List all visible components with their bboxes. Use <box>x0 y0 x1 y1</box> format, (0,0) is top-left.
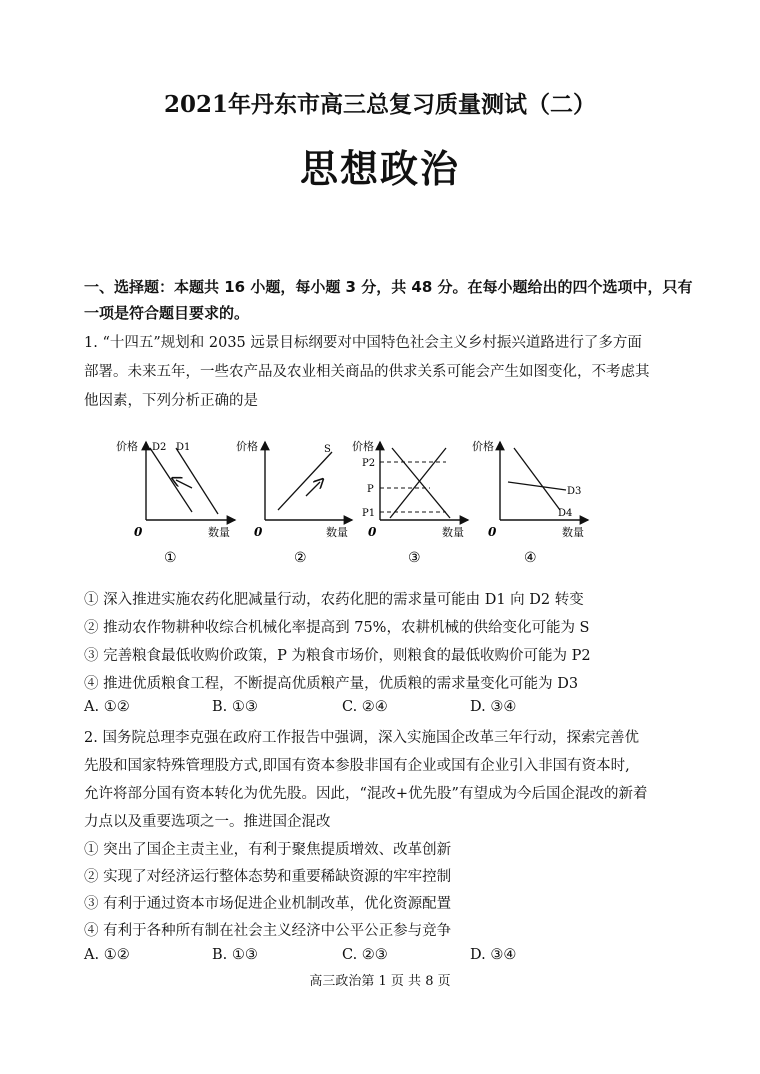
chart-3 <box>352 439 468 566</box>
chart1-d1-label: D1 <box>176 442 191 453</box>
chart3-origin: 0 <box>368 525 377 539</box>
chart4-d3-label: D3 <box>567 486 582 497</box>
q2-answer-a: A. ①② <box>84 947 130 963</box>
chart1-origin: 0 <box>134 525 143 539</box>
q2-answer-d: D. ③④ <box>470 947 517 963</box>
q2-stem-line3: 允许将部分国有资本转化为优先股。因此，“混改+优先股”有望成为今后国企混改的新着 <box>84 786 648 802</box>
chart3-number: ③ <box>408 550 421 566</box>
q2-answer-b: B. ①③ <box>212 947 258 963</box>
chart3-price-label: 价格 <box>352 440 374 453</box>
chart3-supply-line <box>390 448 446 518</box>
chart1-qty-label: 数量 <box>208 526 230 539</box>
q1-stem-line3: 他因素，下列分析正确的是 <box>84 393 258 409</box>
q2-stem-line4: 力点以及重要选项之一。推进国企混改 <box>84 814 331 830</box>
q1-option-2: ② 推动农作物耕种收综合机械化率提高到 75%，农耕机械的供给变化可能为 S <box>84 620 590 636</box>
exam-title: 2021年丹东市高三总复习质量测试（二） <box>163 91 596 118</box>
chart3-qty-label: 数量 <box>442 526 464 539</box>
chart2-shift-arrow <box>306 482 320 496</box>
q1-option-3: ③ 完善粮食最低收购价政策，P 为粮食市场价，则粮食的最低收购价可能为 P2 <box>84 648 591 664</box>
chart4-d4-label: D4 <box>558 508 573 519</box>
chart4-qty-label: 数量 <box>562 526 584 539</box>
q2-stem-line1: 2. 国务院总理李克强在政府工作报告中强调，深入实施国企改革三年行动，探索完善优 <box>84 730 639 746</box>
chart4-price-label: 价格 <box>472 440 494 453</box>
q2-option-3: ③ 有利于通过资本市场促进企业机制改革，优化资源配置 <box>84 896 452 912</box>
chart-4 <box>472 439 588 566</box>
q1-stem-line2: 部署。未来五年，一些农产品及农业相关商品的供求关系可能会产生如图变化，不考虑其 <box>84 364 650 380</box>
chart4-d3-line <box>508 482 566 490</box>
q1-answer-d: D. ③④ <box>470 699 517 715</box>
chart3-p1-label: P1 <box>362 508 376 519</box>
chart2-price-label: 价格 <box>236 440 258 453</box>
chart3-demand-line <box>392 448 450 518</box>
chart3-p-label: P <box>367 484 374 495</box>
q2-option-2: ② 实现了对经济运行整体态势和重要稀缺资源的牢牢控制 <box>84 869 452 885</box>
section-heading-line2: 一项是符合题目要求的。 <box>84 304 250 322</box>
q1-option-4: ④ 推进优质粮食工程，不断提高优质粮产量，优质粮的需求量变化可能为 D3 <box>84 676 579 692</box>
q1-answer-a: A. ①② <box>84 699 130 715</box>
chart1-d2-label: D2 <box>152 442 167 453</box>
subject-title: 思想政治 <box>299 147 460 191</box>
chart4-d4-line <box>514 448 560 510</box>
chart1-number: ① <box>164 550 177 566</box>
chart1-d1-line <box>176 448 218 514</box>
q1-stem-line1: 1. “十四五”规划和 2035 远景目标纲要对中国特色社会主义乡村振兴道路进行了多方面 <box>84 335 642 351</box>
chart4-origin: 0 <box>488 525 497 539</box>
chart2-origin: 0 <box>254 525 263 539</box>
q2-option-1: ① 突出了国企主责主业，有利于聚焦提质增效、改革创新 <box>84 842 452 858</box>
q1-charts <box>100 430 620 570</box>
chart-2 <box>236 439 352 566</box>
chart1-d2-line <box>150 448 192 512</box>
q1-option-1: ① 深入推进实施农药化肥减量行动，农药化肥的需求量可能由 D1 向 D2 转变 <box>84 592 584 608</box>
chart2-s-label: S <box>324 444 331 455</box>
chart1-shift-arrow <box>176 480 192 488</box>
q1-answer-b: B. ①③ <box>212 699 258 715</box>
chart1-price-label: 价格 <box>116 440 138 453</box>
q2-stem-line2: 先股和国家特殊管理股方式,即国有资本参股非国有企业或国有企业引入非国有资本时, <box>84 758 630 774</box>
q2-answer-c: C. ②③ <box>342 947 388 963</box>
chart2-s-line <box>278 452 332 510</box>
chart-1 <box>116 439 235 566</box>
page-footer: 高三政治第 1 页 共 8 页 <box>309 974 451 989</box>
q2-option-4: ④ 有利于各种所有制在社会主义经济中公平公正参与竞争 <box>84 923 452 939</box>
section-heading-line1: 一、选择题：本题共 16 小题，每小题 3 分，共 48 分。在每小题给出的四个选项中，只有 <box>84 278 693 296</box>
chart4-number: ④ <box>524 550 537 566</box>
chart2-number: ② <box>294 550 307 566</box>
chart3-p2-label: P2 <box>362 458 376 469</box>
q1-answer-c: C. ②④ <box>342 699 388 715</box>
chart2-qty-label: 数量 <box>326 526 348 539</box>
